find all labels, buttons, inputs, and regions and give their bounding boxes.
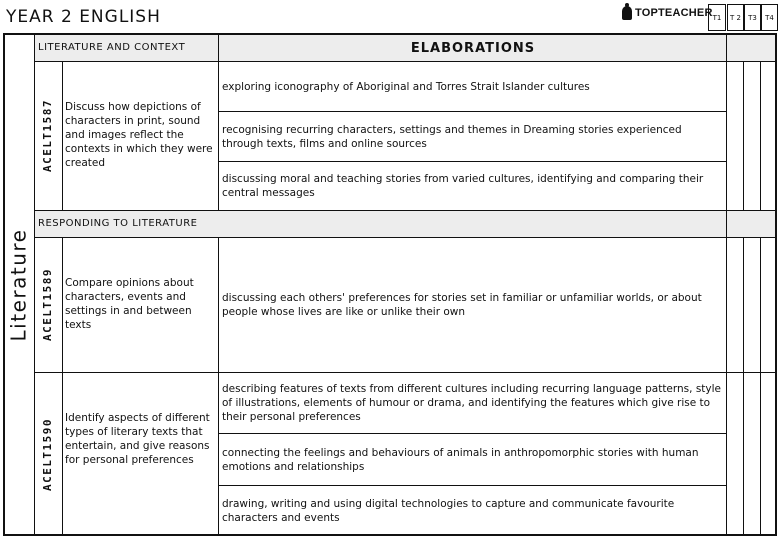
logo-text: TOPTEACHER — [635, 7, 713, 19]
section-title-literature-context: LITERATURE AND CONTEXT — [38, 42, 186, 53]
content-description: Identify aspects of different types of literary texts that entertain, and give reasons for personal preferences — [65, 412, 210, 466]
page-title: YEAR 2 ENGLISH — [6, 7, 161, 27]
divider — [62, 237, 63, 536]
acorn-icon — [622, 6, 632, 20]
content-description: Compare opinions about characters, events and settings in and between texts — [65, 277, 194, 331]
content-code — [34, 372, 62, 536]
term-4-header: T4 — [761, 4, 778, 31]
term-3-check-cell[interactable] — [761, 62, 775, 210]
divider — [218, 33, 219, 61]
topteacher-logo — [622, 6, 713, 20]
content-code — [34, 237, 62, 372]
elaboration-item: recognising recurring characters, settings and themes in Dreaming stories experienced through texts, films and online sources — [222, 123, 682, 150]
elaboration-item: connecting the feelings and behaviours of animals in anthropomorphic stories with human emotions and relationships — [222, 446, 699, 473]
content-code-text: ACELT1587 — [41, 98, 55, 173]
term-1-check-cell[interactable] — [727, 238, 742, 534]
divider — [34, 210, 777, 211]
elaboration-item: discussing each others' preferences for stories set in familiar or unfamiliar worlds, or about people whose lives are like or unlike their own — [222, 292, 702, 318]
divider — [218, 61, 219, 210]
elaboration-item: describing features of texts from different cultures including recurring language patterns, style of illustrations, elements of humour or drama, and identifying the features which give rise to their personal preferences — [222, 383, 722, 423]
strand-label — [3, 33, 34, 536]
divider — [62, 61, 63, 210]
elaboration-item: drawing, writing and using digital technologies to capture and communicate favourite characters and events — [222, 498, 675, 524]
elaboration-item: exploring iconography of Aboriginal and Torres Strait Islander cultures — [222, 80, 590, 93]
divider — [218, 237, 219, 536]
content-code-text: ACELT1589 — [41, 267, 55, 342]
strand-label-text: Literature — [6, 228, 31, 341]
content-description: Discuss how depictions of characters in print, sound and images reflect the contexts in which they were created — [65, 101, 213, 169]
section-title-responding: RESPONDING TO LITERATURE — [38, 218, 198, 229]
content-code-text: ACELT1590 — [41, 417, 55, 491]
term-3-header: T3 — [744, 4, 761, 31]
elaborations-header: ELABORATIONS — [410, 41, 536, 56]
content-code — [34, 61, 62, 210]
term-1-check-cell[interactable] — [727, 62, 742, 210]
elaboration-item: discussing moral and teaching stories from varied cultures, identifying and comparing their central messages — [222, 173, 704, 199]
term-1-header: T1 — [708, 4, 726, 31]
term-2-check-cell[interactable] — [744, 238, 759, 534]
term-2-header: T 2 — [727, 4, 744, 31]
term-2-check-cell[interactable] — [744, 62, 759, 210]
term-3-check-cell[interactable] — [761, 238, 775, 534]
